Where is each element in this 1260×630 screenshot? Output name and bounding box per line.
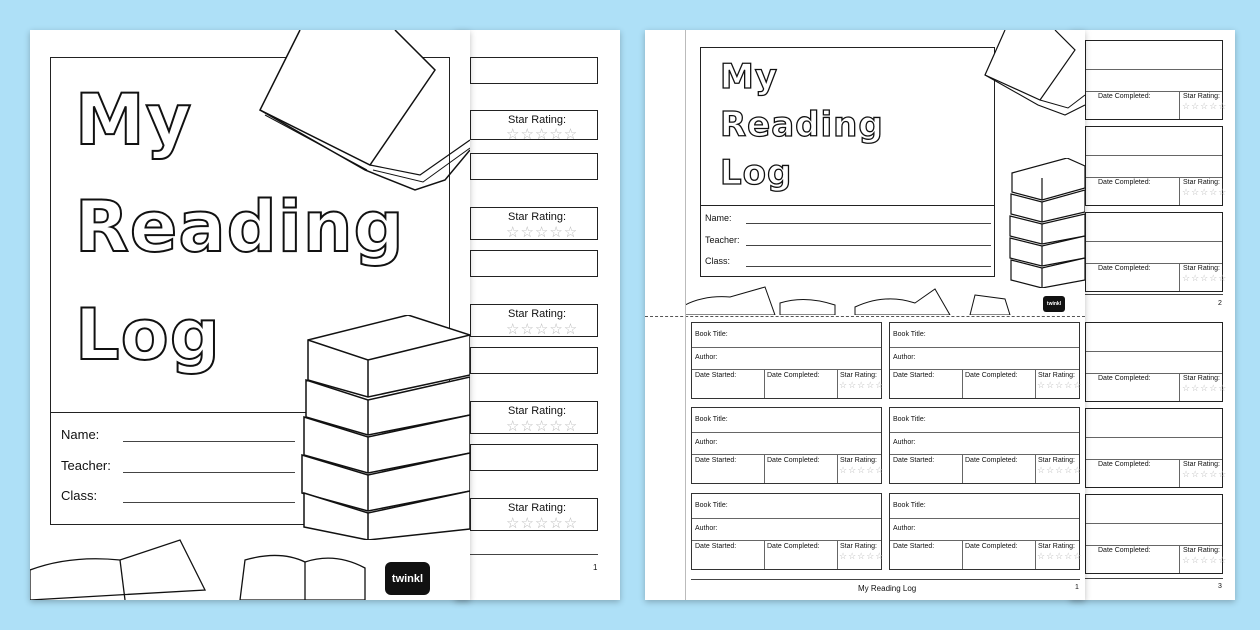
back-footer-rule [1085,578,1223,579]
class-line[interactable] [746,266,991,267]
star-rating-label: Star Rating: [508,502,567,514]
star-rating-stars[interactable]: ☆☆☆☆☆ [839,380,885,390]
back-entry-2 [1085,126,1228,206]
cover-title-line2: Reading [75,186,405,268]
date-completed-label: Date Completed: [1098,461,1151,468]
star-rating-stars[interactable]: ☆☆☆☆☆ [839,551,885,561]
fold-line [645,316,1085,317]
book-title-label: Book Title: [695,416,728,423]
left-back-sheet [455,30,620,600]
star-rating-label: Star Rating: [840,372,877,379]
date-started-label: Date Started: [893,543,935,550]
star-rating-label: Star Rating: [840,457,877,464]
strip-row [470,444,598,471]
date-completed-label: Date Completed: [1098,375,1151,382]
star-rating-stars: ☆☆☆☆☆ [506,126,579,143]
star-rating-stars: ☆☆☆☆☆ [1182,101,1228,111]
teacher-label: Teacher: [61,458,111,473]
cover-title-line1: My [75,79,193,161]
author-label: Author: [695,354,718,361]
back-entry-6 [1085,494,1228,574]
back-entry-4 [1085,322,1228,402]
book-stack-illustration [298,315,470,540]
date-completed-label: Date Completed: [1098,93,1151,100]
strip-entry-4 [470,401,598,434]
mini-title-line1: My [720,57,778,97]
strip-entry-5 [470,498,598,531]
strip-entry-2 [470,207,598,240]
star-rating-stars[interactable]: ☆☆☆☆☆ [1037,465,1083,475]
date-completed-label: Date Completed: [965,372,1018,379]
strip-entry-3 [470,304,598,337]
date-started-label: Date Started: [893,372,935,379]
book-entry-5 [691,493,885,570]
mini-title-line2: Reading [720,105,884,145]
star-rating-label: Star Rating: [1183,375,1220,382]
page-number: 1 [593,563,598,572]
date-started-label: Date Started: [893,457,935,464]
author-label: Author: [893,354,916,361]
mini-details-box [700,205,995,277]
footer-rule [691,579,1080,580]
star-rating-label: Star Rating: [1183,547,1220,554]
star-rating-stars: ☆☆☆☆☆ [506,515,579,532]
book-entry-6 [889,493,1083,570]
mini-book-stack-illustration [1007,158,1085,288]
date-completed-label: Date Completed: [965,457,1018,464]
open-book-illustration [255,30,470,205]
name-label: Name: [705,213,732,223]
strip-row-top [470,57,598,84]
star-rating-label: Star Rating: [1183,179,1220,186]
star-rating-stars: ☆☆☆☆☆ [1182,383,1228,393]
book-entry-3 [691,407,885,484]
back-entry-5 [1085,408,1228,488]
star-rating-stars: ☆☆☆☆☆ [506,224,579,241]
right-back-sheet [1070,30,1235,600]
cover-title-line3: Log [75,294,221,376]
star-rating-stars: ☆☆☆☆☆ [1182,469,1228,479]
class-label: Class: [61,488,98,503]
name-label: Name: [61,427,100,442]
teacher-line[interactable] [746,245,991,246]
class-label: Class: [705,256,731,266]
bottom-books-illustration [30,530,390,600]
date-started-label: Date Started: [695,457,737,464]
class-line[interactable] [123,502,295,503]
book-title-label: Book Title: [695,331,728,338]
mini-open-book-illustration [980,30,1085,120]
star-rating-label: Star Rating: [1038,543,1075,550]
page-number: 2 [1218,300,1222,307]
author-label: Author: [695,525,718,532]
date-completed-label: Date Completed: [767,372,820,379]
mini-twinkl-logo: twinkl [1043,296,1065,312]
name-line[interactable] [746,223,991,224]
strip-row [470,347,598,374]
strip-row [470,250,598,277]
reading-log-sheet [645,30,1085,600]
star-rating-stars: ☆☆☆☆☆ [1182,187,1228,197]
book-entry-4 [889,407,1083,484]
teacher-line[interactable] [123,472,295,473]
star-rating-stars[interactable]: ☆☆☆☆☆ [1037,551,1083,561]
name-line[interactable] [123,441,295,442]
star-rating-stars[interactable]: ☆☆☆☆☆ [1037,380,1083,390]
mini-title-line3: Log [720,153,793,193]
star-rating-stars: ☆☆☆☆☆ [1182,273,1228,283]
footer-title: My Reading Log [858,584,917,593]
star-rating-label: Star Rating: [840,543,877,550]
book-entry-2 [889,322,1083,399]
date-completed-label: Date Completed: [767,543,820,550]
teacher-label: Teacher: [705,235,740,245]
star-rating-stars: ☆☆☆☆☆ [1182,555,1228,565]
book-title-label: Book Title: [893,502,926,509]
star-rating-stars: ☆☆☆☆☆ [506,418,579,435]
date-completed-label: Date Completed: [1098,265,1151,272]
star-rating-label: Star Rating: [1038,457,1075,464]
star-rating-label: Star Rating: [508,308,567,320]
author-label: Author: [893,525,916,532]
book-entry-1 [691,322,885,399]
back-entry-1 [1085,40,1228,120]
binding-edge [685,30,686,600]
book-title-label: Book Title: [893,416,926,423]
star-rating-stars[interactable]: ☆☆☆☆☆ [839,465,885,475]
mini-bottom-books-illustration [685,285,1025,315]
star-rating-label: Star Rating: [508,211,567,223]
star-rating-label: Star Rating: [1183,461,1220,468]
star-rating-label: Star Rating: [1183,93,1220,100]
back-entry-3 [1085,212,1228,292]
strip-row [470,153,598,180]
date-started-label: Date Started: [695,543,737,550]
strip-footer-rule [470,554,598,555]
book-title-label: Book Title: [893,331,926,338]
date-completed-label: Date Completed: [1098,547,1151,554]
star-rating-label: Star Rating: [508,405,567,417]
page-number: 1 [1075,584,1079,591]
cover-details-box [50,412,330,525]
date-completed-label: Date Completed: [767,457,820,464]
date-started-label: Date Started: [695,372,737,379]
twinkl-logo: twinkl [385,562,430,595]
back-rule [1085,294,1223,295]
date-completed-label: Date Completed: [965,543,1018,550]
author-label: Author: [695,439,718,446]
strip-entry-1 [470,110,598,143]
date-completed-label: Date Completed: [1098,179,1151,186]
page-number: 3 [1218,583,1222,590]
cover-sheet [30,30,470,600]
star-rating-label: Star Rating: [1183,265,1220,272]
book-title-label: Book Title: [695,502,728,509]
star-rating-label: Star Rating: [1038,372,1075,379]
star-rating-stars: ☆☆☆☆☆ [506,321,579,338]
author-label: Author: [893,439,916,446]
star-rating-label: Star Rating: [508,114,567,126]
